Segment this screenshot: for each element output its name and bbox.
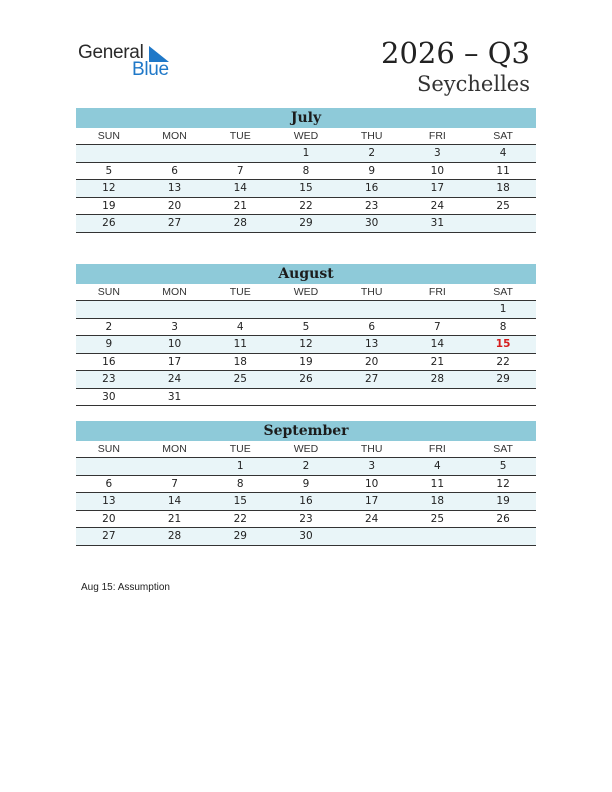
day-cell: 22 <box>273 197 339 215</box>
day-cell: 21 <box>207 197 273 215</box>
day-cell: 13 <box>142 180 208 198</box>
day-cell: 17 <box>142 353 208 371</box>
week-row <box>76 388 536 406</box>
page-title: 2026 – Q3 <box>381 36 530 70</box>
weekday-header: MON <box>142 441 208 458</box>
day-cell: 28 <box>142 528 208 546</box>
day-cell: 29 <box>470 371 536 389</box>
weekday-header: SUN <box>76 441 142 458</box>
day-cell: 15 <box>207 493 273 511</box>
week-row <box>76 528 536 546</box>
day-cell <box>142 301 208 319</box>
day-cell: 8 <box>273 162 339 180</box>
weekday-header: THU <box>339 441 405 458</box>
day-cell: 4 <box>207 318 273 336</box>
day-cell: 19 <box>76 197 142 215</box>
day-cell: 9 <box>76 336 142 354</box>
weekday-header: MON <box>142 128 208 145</box>
week-row <box>76 145 536 163</box>
week-row <box>76 336 536 354</box>
calendar-grid <box>76 128 536 233</box>
day-cell: 30 <box>76 388 142 406</box>
day-cell <box>470 528 536 546</box>
day-cell <box>405 528 471 546</box>
weekday-header: SAT <box>470 441 536 458</box>
day-cell: 18 <box>207 353 273 371</box>
day-cell: 16 <box>273 493 339 511</box>
day-cell: 21 <box>142 510 208 528</box>
day-cell <box>207 301 273 319</box>
day-cell: 15 <box>470 336 536 354</box>
day-cell: 6 <box>142 162 208 180</box>
weekday-header: WED <box>273 441 339 458</box>
day-cell: 1 <box>207 458 273 476</box>
week-row <box>76 475 536 493</box>
weekday-header: THU <box>339 284 405 301</box>
day-cell: 4 <box>470 145 536 163</box>
day-cell: 25 <box>470 197 536 215</box>
day-cell: 9 <box>339 162 405 180</box>
day-cell <box>339 301 405 319</box>
logo-blue-text: Blue <box>132 59 169 80</box>
day-cell: 12 <box>470 475 536 493</box>
day-cell: 2 <box>273 458 339 476</box>
month-title: September <box>76 421 536 441</box>
week-row <box>76 215 536 233</box>
day-cell: 3 <box>142 318 208 336</box>
holiday-note: Aug 15: Assumption <box>81 582 170 593</box>
day-cell: 30 <box>339 215 405 233</box>
weekday-header: WED <box>273 128 339 145</box>
day-cell: 17 <box>405 180 471 198</box>
day-cell: 18 <box>405 493 471 511</box>
week-row <box>76 180 536 198</box>
weekday-header: TUE <box>207 128 273 145</box>
day-cell: 22 <box>207 510 273 528</box>
month-title: August <box>76 264 536 284</box>
month-title: July <box>76 108 536 128</box>
day-cell: 23 <box>339 197 405 215</box>
day-cell <box>273 388 339 406</box>
day-cell <box>339 528 405 546</box>
day-cell: 6 <box>76 475 142 493</box>
weekday-header: SAT <box>470 284 536 301</box>
week-row <box>76 371 536 389</box>
day-cell: 28 <box>207 215 273 233</box>
day-cell: 22 <box>470 353 536 371</box>
weekday-header: SUN <box>76 128 142 145</box>
day-cell: 5 <box>76 162 142 180</box>
day-cell: 12 <box>273 336 339 354</box>
day-cell: 8 <box>470 318 536 336</box>
day-cell: 11 <box>470 162 536 180</box>
brand-logo <box>78 42 178 82</box>
day-cell: 7 <box>405 318 471 336</box>
day-cell: 27 <box>339 371 405 389</box>
week-row <box>76 493 536 511</box>
day-cell: 10 <box>142 336 208 354</box>
weekday-header: SUN <box>76 284 142 301</box>
weekday-header: SAT <box>470 128 536 145</box>
day-cell <box>470 215 536 233</box>
week-row <box>76 318 536 336</box>
day-cell: 12 <box>76 180 142 198</box>
day-cell: 25 <box>405 510 471 528</box>
day-cell: 26 <box>76 215 142 233</box>
day-cell: 7 <box>142 475 208 493</box>
day-cell: 16 <box>339 180 405 198</box>
day-cell: 5 <box>273 318 339 336</box>
day-cell: 31 <box>405 215 471 233</box>
month-july <box>76 108 536 233</box>
day-cell: 5 <box>470 458 536 476</box>
week-row <box>76 197 536 215</box>
day-cell <box>405 388 471 406</box>
weekday-header: TUE <box>207 441 273 458</box>
calendar-grid <box>76 284 536 406</box>
day-cell: 31 <box>142 388 208 406</box>
day-cell: 26 <box>470 510 536 528</box>
day-cell: 9 <box>273 475 339 493</box>
day-cell: 25 <box>207 371 273 389</box>
day-cell <box>339 388 405 406</box>
day-cell <box>76 145 142 163</box>
day-cell: 24 <box>405 197 471 215</box>
day-cell <box>142 458 208 476</box>
day-cell: 20 <box>76 510 142 528</box>
weekday-header: WED <box>273 284 339 301</box>
day-cell: 27 <box>142 215 208 233</box>
day-cell: 6 <box>339 318 405 336</box>
day-cell <box>207 145 273 163</box>
week-row <box>76 162 536 180</box>
day-cell: 10 <box>339 475 405 493</box>
day-cell: 23 <box>273 510 339 528</box>
day-cell: 1 <box>273 145 339 163</box>
weekday-header: FRI <box>405 128 471 145</box>
day-cell: 3 <box>339 458 405 476</box>
month-august <box>76 264 536 406</box>
day-cell: 19 <box>470 493 536 511</box>
week-row <box>76 510 536 528</box>
day-cell: 2 <box>76 318 142 336</box>
weekday-header: FRI <box>405 441 471 458</box>
day-cell <box>142 145 208 163</box>
day-cell: 13 <box>339 336 405 354</box>
day-cell <box>76 458 142 476</box>
day-cell: 21 <box>405 353 471 371</box>
weekday-header: MON <box>142 284 208 301</box>
day-cell <box>207 388 273 406</box>
day-cell: 7 <box>207 162 273 180</box>
day-cell <box>273 301 339 319</box>
day-cell: 4 <box>405 458 471 476</box>
day-cell: 8 <box>207 475 273 493</box>
logo-general-text: General <box>78 42 144 63</box>
day-cell: 29 <box>273 215 339 233</box>
day-cell: 28 <box>405 371 471 389</box>
day-cell: 19 <box>273 353 339 371</box>
day-cell: 15 <box>273 180 339 198</box>
weekday-header: THU <box>339 128 405 145</box>
day-cell: 11 <box>207 336 273 354</box>
day-cell: 14 <box>142 493 208 511</box>
day-cell: 14 <box>207 180 273 198</box>
day-cell: 2 <box>339 145 405 163</box>
day-cell <box>470 388 536 406</box>
country-name: Seychelles <box>416 72 530 96</box>
day-cell: 26 <box>273 371 339 389</box>
day-cell <box>76 301 142 319</box>
day-cell: 20 <box>339 353 405 371</box>
day-cell: 18 <box>470 180 536 198</box>
calendar-grid <box>76 441 536 546</box>
week-row <box>76 353 536 371</box>
day-cell: 24 <box>339 510 405 528</box>
week-row <box>76 458 536 476</box>
weekday-header: FRI <box>405 284 471 301</box>
day-cell: 27 <box>76 528 142 546</box>
day-cell: 3 <box>405 145 471 163</box>
day-cell: 14 <box>405 336 471 354</box>
day-cell: 24 <box>142 371 208 389</box>
day-cell: 20 <box>142 197 208 215</box>
weekday-header: TUE <box>207 284 273 301</box>
month-september <box>76 421 536 546</box>
day-cell: 11 <box>405 475 471 493</box>
day-cell: 16 <box>76 353 142 371</box>
day-cell: 30 <box>273 528 339 546</box>
day-cell: 29 <box>207 528 273 546</box>
week-row <box>76 301 536 319</box>
day-cell: 17 <box>339 493 405 511</box>
holiday-notes <box>81 582 170 593</box>
day-cell: 13 <box>76 493 142 511</box>
day-cell: 23 <box>76 371 142 389</box>
day-cell <box>405 301 471 319</box>
day-cell: 10 <box>405 162 471 180</box>
day-cell: 1 <box>470 301 536 319</box>
